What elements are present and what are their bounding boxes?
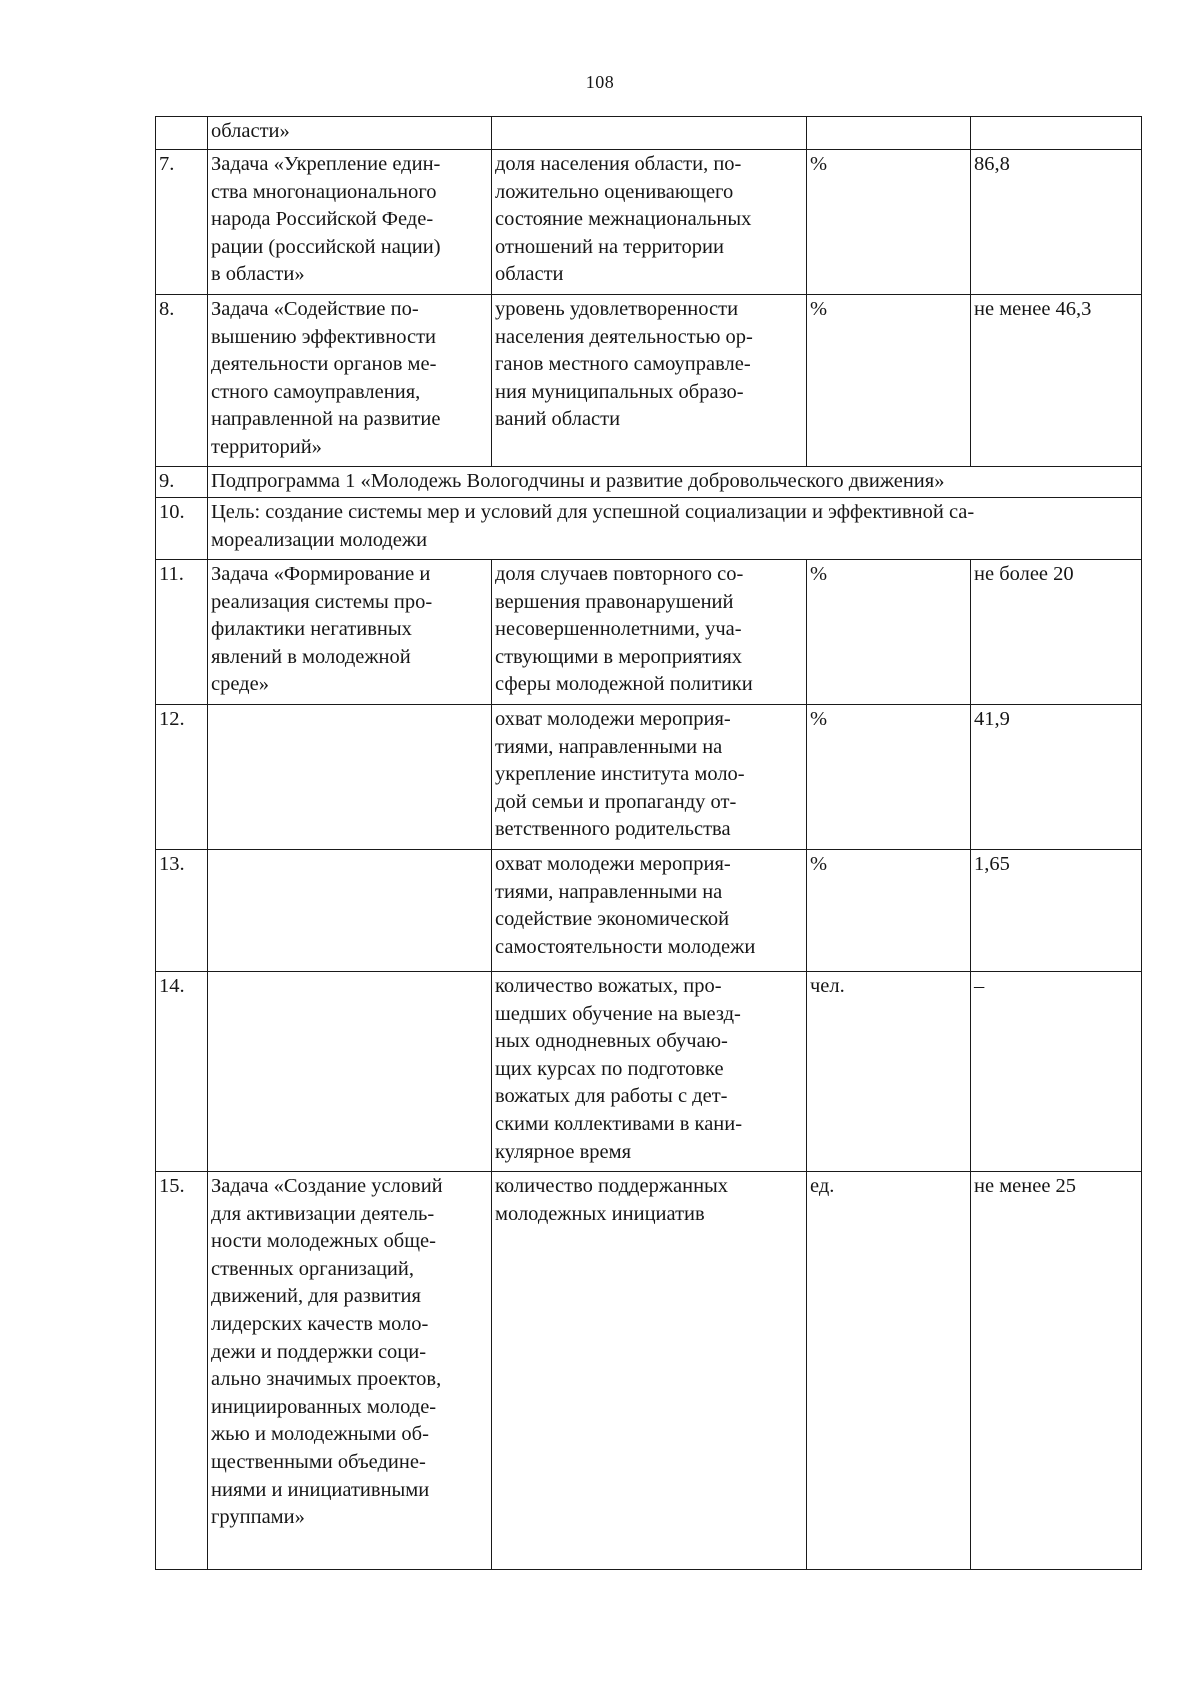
indicator-cell: доля случаев повторного со- вершения правонарушений несовершеннолетними, уча- ствующими в мероприятиях сферы молодежной политики xyxy=(492,560,807,705)
task-cell: Задача «Формирование и реализация системы про- филактики негативных явлений в молодежной среде» xyxy=(208,560,492,705)
indicator-cell: охват молодежи мероприя- тиями, направленными на содействие экономической самостоятельности молодежи xyxy=(492,850,807,972)
indicator-cell: доля населения области, по- ложительно оценивающего состояние межнациональных отношений на территории области xyxy=(492,150,807,295)
row-number-cell xyxy=(156,117,208,150)
section-heading-cell: Цель: создание системы мер и условий для успешной социализации и эффективной са- мореализации молодежи xyxy=(208,498,1142,560)
indicator-cell xyxy=(492,117,807,150)
table-row xyxy=(156,972,1142,1172)
row-number-cell: 8. xyxy=(156,295,208,467)
table-row xyxy=(156,467,1142,498)
unit-cell: % xyxy=(807,150,971,295)
table-row xyxy=(156,850,1142,972)
table-row xyxy=(156,295,1142,467)
table-row xyxy=(156,705,1142,850)
row-number-cell: 10. xyxy=(156,498,208,560)
row-number-cell: 14. xyxy=(156,972,208,1172)
task-cell: Задача «Содействие по- вышению эффективности деятельности органов ме- стного самоуправления, направленной на развитие территорий» xyxy=(208,295,492,467)
value-cell: 1,65 xyxy=(971,850,1142,972)
task-cell xyxy=(208,972,492,1172)
row-number-cell: 12. xyxy=(156,705,208,850)
task-cell: Задача «Укрепление един- ства многонационального народа Российской Феде- рации (российской нации) в области» xyxy=(208,150,492,295)
indicator-cell: количество поддержанных молодежных инициатив xyxy=(492,1172,807,1570)
indicator-cell: уровень удовлетворенности населения деятельностью ор- ганов местного самоуправле- ния муниципальных образо- ваний области xyxy=(492,295,807,467)
row-number-cell: 9. xyxy=(156,467,208,498)
row-number-cell: 13. xyxy=(156,850,208,972)
value-cell: не менее 46,3 xyxy=(971,295,1142,467)
table-row xyxy=(156,560,1142,705)
unit-cell: % xyxy=(807,295,971,467)
unit-cell: % xyxy=(807,850,971,972)
task-cell: области» xyxy=(208,117,492,150)
indicator-cell: охват молодежи мероприя- тиями, направленными на укрепление института моло- дой семьи и пропаганду от- ветственного родительства xyxy=(492,705,807,850)
task-cell xyxy=(208,850,492,972)
unit-cell: % xyxy=(807,560,971,705)
page-number: 108 xyxy=(585,72,615,92)
table-row xyxy=(156,498,1142,560)
table-row xyxy=(156,150,1142,295)
task-cell: Задача «Создание условий для активизации деятель- ности молодежных обще- ственных организаций, движений, для развития лидерских качеств моло- дежи и поддержки соци- ально значимых проектов, инициированных молоде- жью и молодежными об- щественными объедине- ниями и инициативными группами» xyxy=(208,1172,492,1570)
unit-cell: ед. xyxy=(807,1172,971,1570)
row-number-cell: 15. xyxy=(156,1172,208,1570)
indicators-table xyxy=(155,116,1142,1570)
value-cell: 41,9 xyxy=(971,705,1142,850)
unit-cell: % xyxy=(807,705,971,850)
unit-cell: чел. xyxy=(807,972,971,1172)
table-row xyxy=(156,1172,1142,1570)
value-cell xyxy=(971,117,1142,150)
section-heading-cell: Подпрограмма 1 «Молодежь Вологодчины и развитие добровольческого движения» xyxy=(208,467,1142,498)
value-cell: не менее 25 xyxy=(971,1172,1142,1570)
row-number-cell: 11. xyxy=(156,560,208,705)
value-cell: не более 20 xyxy=(971,560,1142,705)
value-cell: – xyxy=(971,972,1142,1172)
value-cell: 86,8 xyxy=(971,150,1142,295)
row-number-cell: 7. xyxy=(156,150,208,295)
table-row xyxy=(156,117,1142,150)
indicator-cell: количество вожатых, про- шедших обучение на выезд- ных однодневных обучаю- щих курсах по подготовке вожатых для работы с дет- скими коллективами в кани- кулярное время xyxy=(492,972,807,1172)
task-cell xyxy=(208,705,492,850)
unit-cell xyxy=(807,117,971,150)
